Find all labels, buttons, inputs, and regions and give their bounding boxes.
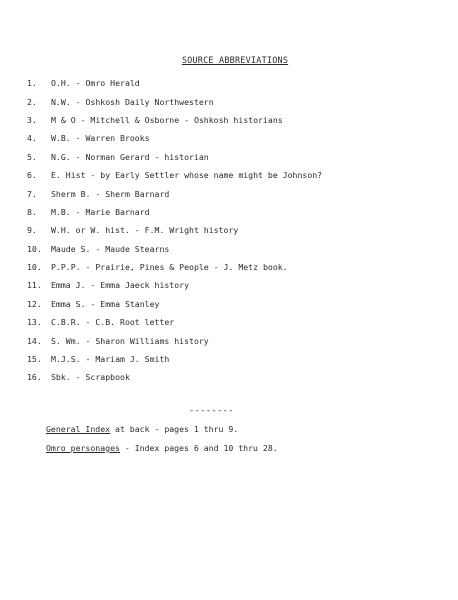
section-divider: -------- (189, 406, 234, 416)
list-item (27, 166, 447, 184)
list-item (27, 350, 447, 368)
item-number: 8. (27, 206, 37, 217)
item-text: N.W. - Oshkosh Daily Northwestern (51, 96, 214, 107)
item-number: 7. (27, 188, 37, 199)
item-text: Maude S. - Maude Stearns (51, 243, 170, 254)
item-number: 15. (27, 354, 42, 365)
item-number: 9. (27, 225, 37, 236)
list-item (27, 240, 447, 258)
omro-personages-note (46, 443, 278, 453)
list-item (27, 92, 447, 110)
general-index-note (46, 424, 238, 434)
general-index-label: General Index (46, 424, 111, 434)
omro-personages-text: - Index pages 6 and 10 thru 28. (119, 443, 278, 453)
omro-personages-label: Omro personages (46, 443, 120, 453)
list-item (27, 258, 447, 276)
general-index-text: at back - pages 1 thru 9. (110, 424, 239, 434)
item-number: 4. (27, 133, 37, 144)
item-text: M & O - Mitchell & Osborne - Oshkosh historians (51, 114, 283, 125)
list-item (27, 221, 447, 239)
item-text: W.B. - Warren Brooks (51, 133, 150, 144)
item-number: 14. (27, 335, 42, 346)
page-title: SOURCE ABBREVIATIONS (181, 56, 289, 66)
list-item (27, 295, 447, 313)
list-item (27, 184, 447, 202)
item-text: Sherm B. - Sherm Barnard (51, 188, 170, 199)
list-item (27, 331, 447, 349)
item-number: 2. (27, 96, 37, 107)
item-number: 13. (27, 317, 42, 328)
item-number: 12. (27, 298, 42, 309)
list-item (27, 313, 447, 331)
item-text: P.P.P. - Prairie, Pines & People - J. Metz book. (51, 262, 288, 273)
item-number: 5. (27, 151, 37, 162)
item-text: Emma J. - Emma Jaeck history (51, 280, 190, 291)
item-number: 6. (27, 170, 37, 181)
item-text: C.B.R. - C.B. Root letter (51, 317, 175, 328)
list-item (27, 129, 447, 147)
list-item (27, 203, 447, 221)
list-item (27, 111, 447, 129)
item-number: 16. (27, 372, 42, 383)
item-text: Sbk. - Scrapbook (51, 372, 130, 383)
list-item (27, 74, 447, 92)
item-number: 1. (27, 78, 37, 89)
item-text: M.J.S. - Mariam J. Smith (51, 354, 170, 365)
item-number: 11. (27, 280, 42, 291)
list-item (27, 276, 447, 294)
item-text: Emma S. - Emma Stanley (51, 298, 160, 309)
item-text: O.H. - Omro Herald (51, 78, 140, 89)
item-text: S. Wm. - Sharon Williams history (51, 335, 209, 346)
item-text: W.H. or W. hist. - F.M. Wright history (51, 225, 239, 236)
item-text: E. Hist - by Early Settler whose name might be Johnson? (51, 170, 323, 181)
item-text: N.G. - Norman Gerard - historian (51, 151, 209, 162)
item-text: M.B. - Marie Barnard (51, 206, 150, 217)
item-number: 10. (27, 262, 42, 273)
list-item (27, 148, 447, 166)
item-number: 3. (27, 114, 37, 125)
abbreviation-list (27, 74, 447, 387)
list-item (27, 368, 447, 386)
item-number: 10. (27, 243, 42, 254)
